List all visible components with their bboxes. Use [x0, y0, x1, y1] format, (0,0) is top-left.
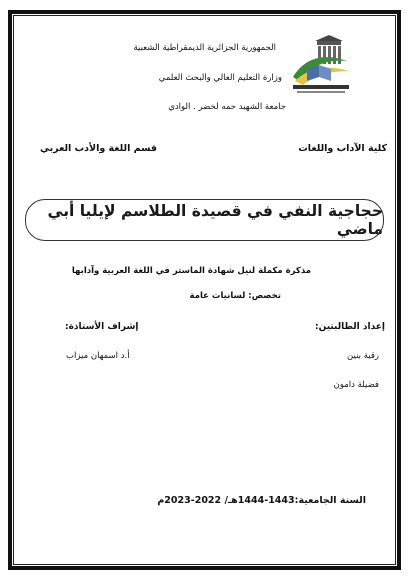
faculty-name: كلية الآداب واللغات: [298, 143, 387, 154]
department-name: قسم اللغة والأدب العربي: [40, 143, 158, 154]
thesis-title: حجاجية النفي في قصيدة الطلاسم لإيليا أبي ماضي: [47, 202, 383, 238]
thesis-title-box: [25, 199, 384, 241]
thesis-specialty: تخصص: لسانيات عامة: [189, 291, 281, 301]
supervisor-name: أ.د اسمهان ميزاب: [66, 351, 130, 361]
supervisor-label: إشراف الأستاذة:: [65, 322, 139, 332]
thesis-subtitle: مذكرة مكملة لنيل شهادة الماستر في اللغة العربية وآدابها: [71, 266, 311, 276]
university-name: جامعة الشهيد حمه لخضر . الوادي: [168, 102, 286, 112]
university-logo-icon: [285, 35, 355, 95]
ministry-name: وزارة التعليم العالي والبحث العلمي: [158, 73, 282, 83]
academic-year: السنة الجامعية:1443-1444هـ/ 2022-2023م: [157, 495, 366, 506]
inner-border: [13, 15, 396, 565]
prepared-by-label: إعداد الطالبتين:: [315, 322, 385, 332]
student-name: رقية بنين: [347, 351, 379, 361]
republic-name: الجمهورية الجزائرية الديمقراطية الشعبية: [133, 43, 276, 53]
student-name: فضيلة دامون: [333, 380, 379, 390]
